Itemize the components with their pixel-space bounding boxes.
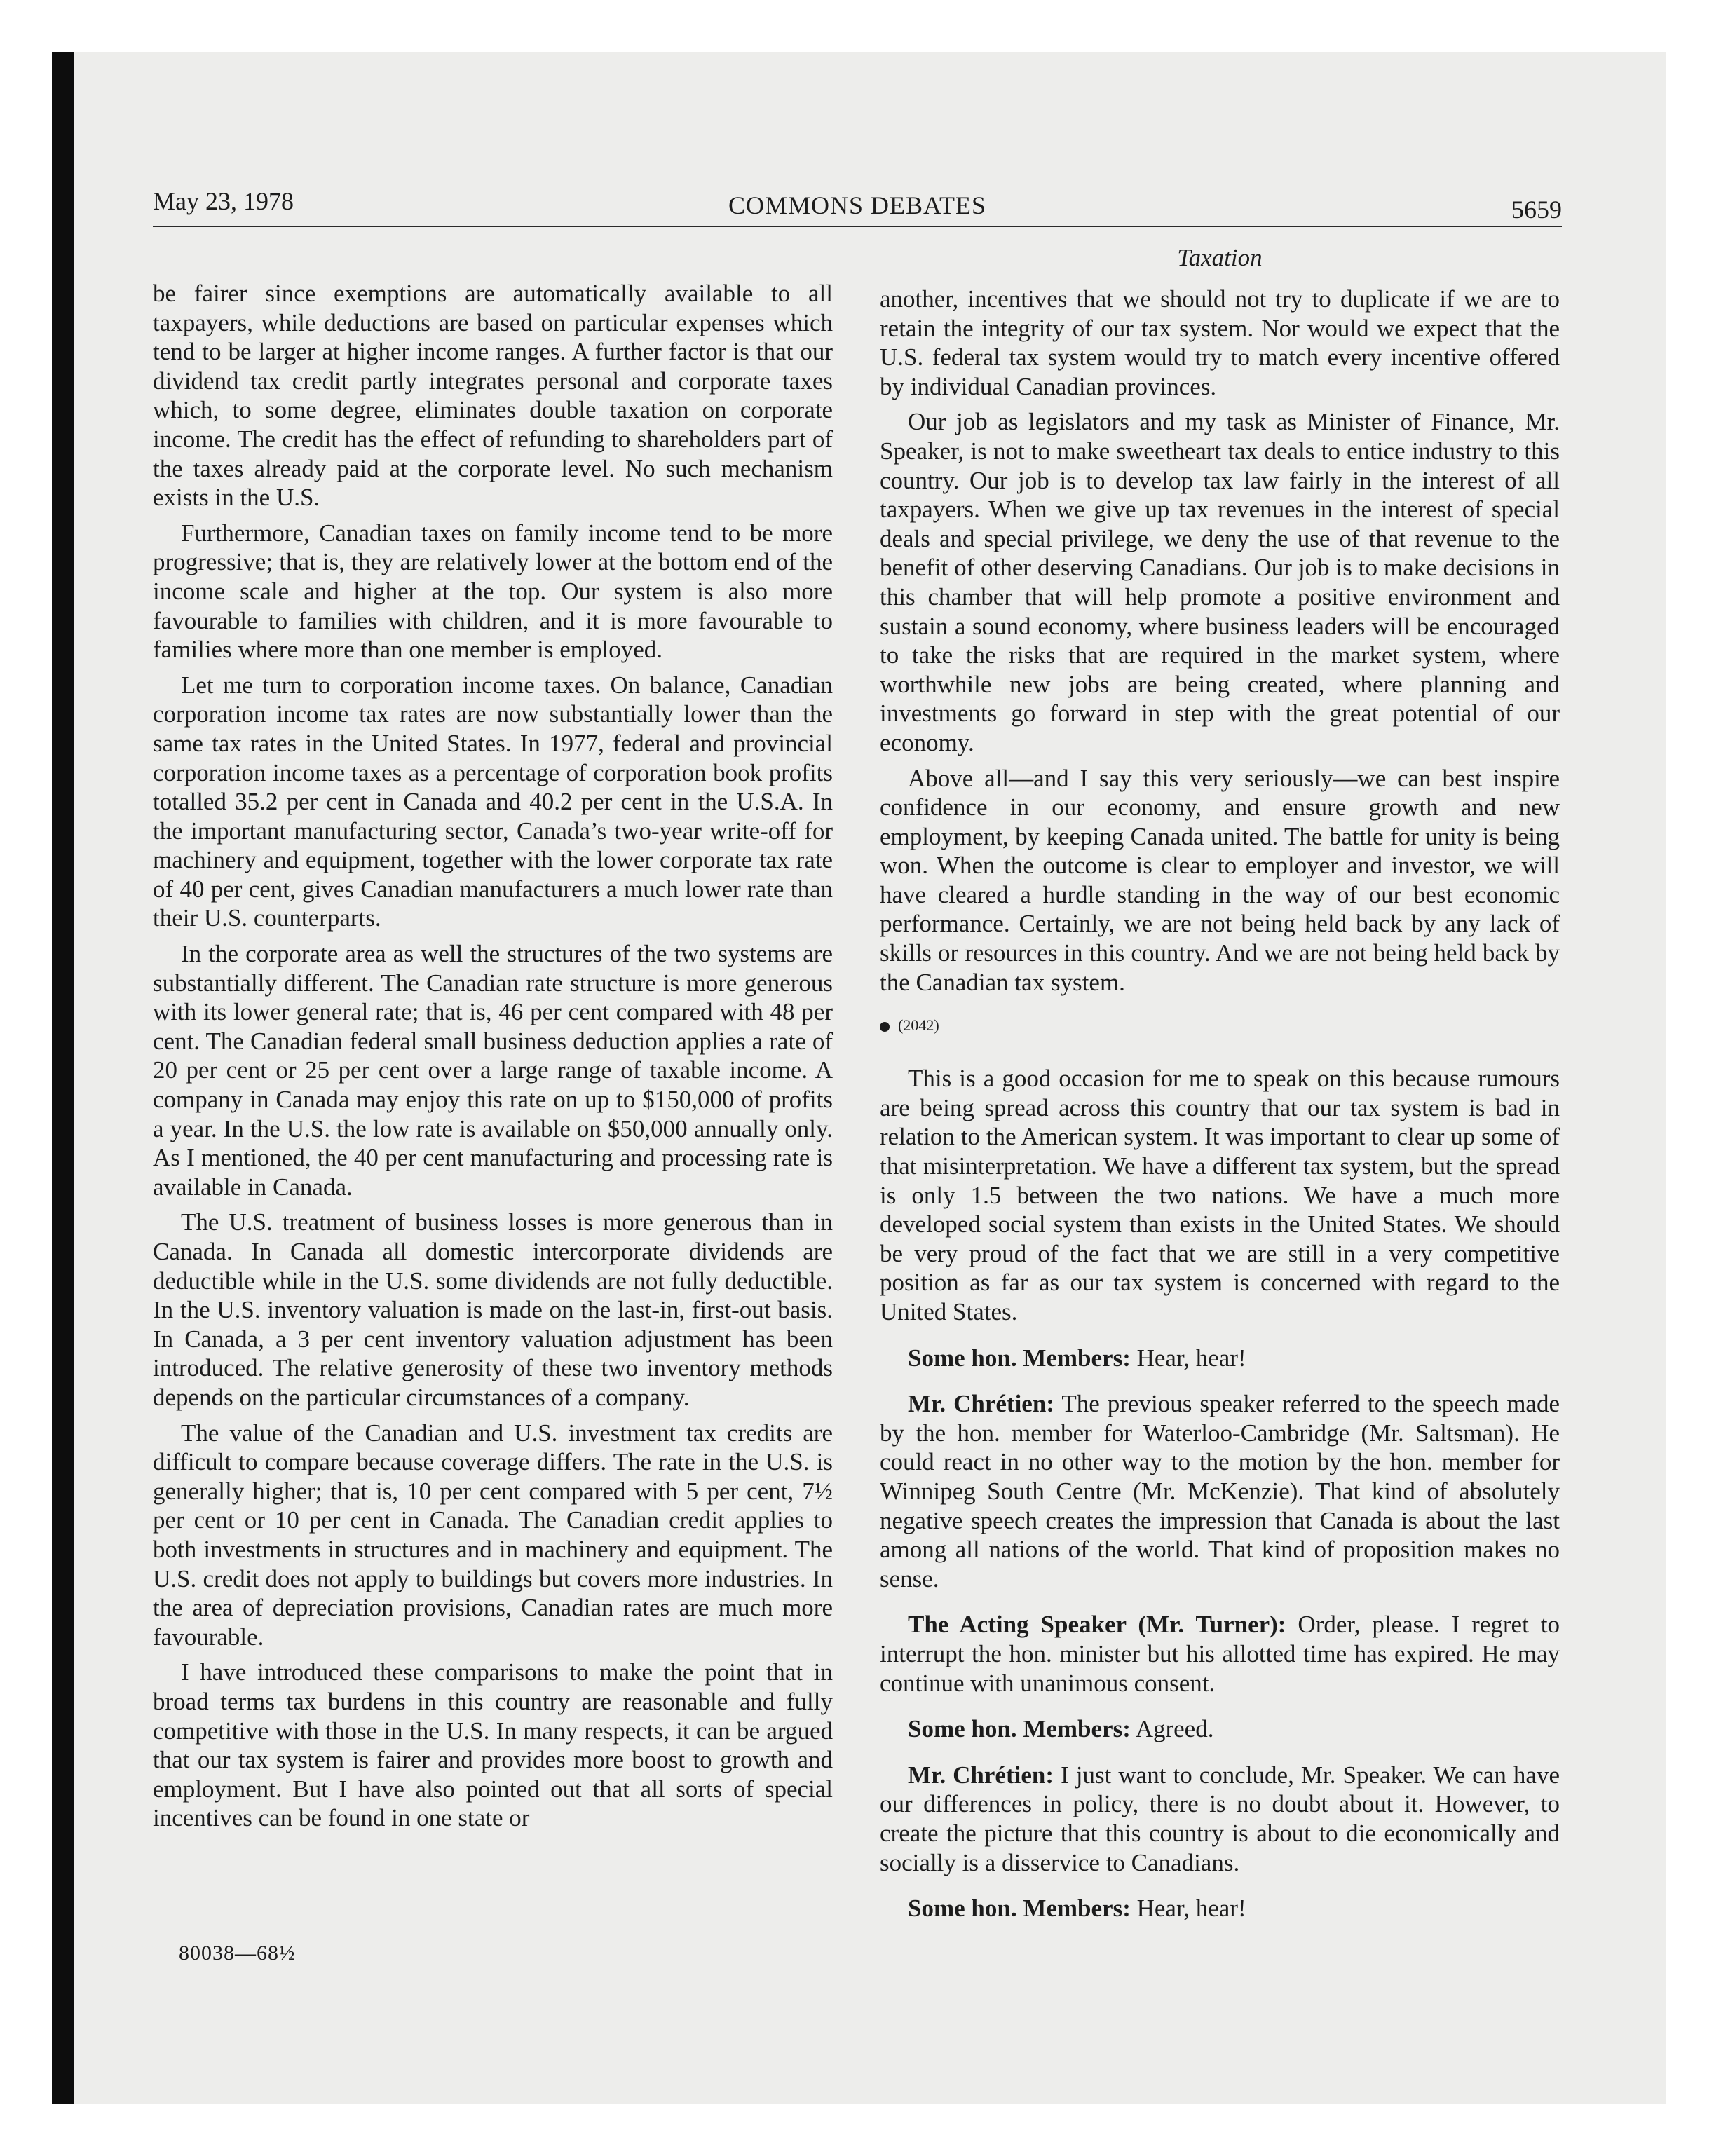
speaker-name: Mr. Chrétien: <box>908 1761 1054 1789</box>
speech-text: Agreed. <box>1130 1715 1214 1743</box>
paragraph: I have introduced these comparisons to make the point that in broad terms tax burdens in this country are reasonable and fully competitive with those in the U.S. In many respects, it can be argued that our tax system is fairer and provides more boost to growth and employment. But I have also pointed out that all sorts of special incentives can be found in one state or <box>153 1658 833 1832</box>
speech-entry <box>880 1714 1560 1744</box>
paragraph: another, incentives that we should not try to duplicate if we are to retain the integrity of our tax system. Nor would we expect that the U.S. federal tax system would try to match every incentive offered by individual Canadian provinces. <box>880 285 1560 400</box>
speech-text: Order, please. I regret to interrupt the hon. minister but his allotted time has expired. He may continue with unanimous consent. <box>880 1611 1560 1697</box>
right-column <box>880 285 1560 1930</box>
paragraph: The value of the Canadian and U.S. investment tax credits are difficult to compare because coverage differs. The rate in the U.S. is generally higher; that is, 10 per cent compared with 5 per cent, 7½ per cent or 10 per cent in Canada. The Canadian credit applies to both investments in structures and in machinery and equipment. The U.S. credit does not apply to buildings but covers more industries. In the area of depreciation provisions, Canadian rates are much more favourable. <box>153 1419 833 1651</box>
speaker-name: Some hon. Members: <box>908 1715 1131 1743</box>
left-column <box>153 279 833 1839</box>
time-marker-label: (2042) <box>898 1016 939 1035</box>
speech-text: Hear, hear! <box>1130 1895 1246 1923</box>
header-page-number: 5659 <box>1511 196 1562 224</box>
speaker-name: The Acting Speaker (Mr. Turner): <box>908 1611 1286 1639</box>
paragraph: be fairer since exemptions are automatically available to all taxpayers, while deductions are based on particular expenses which tend to be larger at higher income ranges. A further factor is that our dividend tax credit partly integrates personal and corporate taxes which, to some degree, eliminates double taxation on corporate income. The credit has the effect of refunding to shareholders part of the taxes already paid at the corporate level. No such mechanism exists in the U.S. <box>153 280 833 512</box>
header-date: May 23, 1978 <box>153 187 294 215</box>
paragraph: Our job as legislators and my task as Minister of Finance, Mr. Speaker, is not to make sweetheart tax deals to entice industry to this country. Our job is to develop tax law fairly in the interest of all taxpayers. When we give up tax revenues in the interest of special deals and special privilege, we deny the use of that revenue to the benefit of other deserving Canadians. Our job is to make decisions in this chamber that will help promote a positive environment and sustain a sound economy, where business leaders will be encouraged to take the risks that are required in the market system, where worthwhile new jobs are being created, where planning and investments go forward in step with the great potential of our economy. <box>880 408 1560 756</box>
speech-entry <box>880 1610 1560 1698</box>
scan-edge <box>52 52 74 2104</box>
speech-text: I just want to conclude, Mr. Speaker. We can have our differences in policy, there is no doubt about it. However, to create the picture that this country is about to die economically and socially is a disservice to Canadians. <box>880 1761 1560 1876</box>
paragraph: In the corporate area as well the structures of the two systems are substantially different. The Canadian rate structure is more generous with its lower general rate; that is, 46 per cent compared with 48 per cent. The Canadian federal small business deduction applies a rate of 20 per cent or 25 per cent over a large range of taxable income. A company in Canada may enjoy this rate on up to $150,000 of profits a year. In the U.S. the low rate is available on $50,000 annually only. As I mentioned, the 40 per cent manufacturing and processing rate is available in Canada. <box>153 940 833 1201</box>
section-title: Taxation <box>1177 244 1263 271</box>
page-header <box>153 184 1562 227</box>
header-journal-title: COMMONS DEBATES <box>728 191 987 219</box>
bullet-icon <box>880 1022 890 1032</box>
paragraph: This is a good occasion for me to speak on this because rumours are being spread across this country that our tax system is bad in relation to the American system. It was important to clear up some of that misinterpretation. We have a different tax system, but the spread is only 1.5 between the two nations. We have a much more developed social system than exists in the United States. We should be very proud of the fact that we are still in a very competitive position as far as our tax system is concerned with regard to the United States. <box>880 1065 1560 1325</box>
footer-print-code: 80038—68½ <box>179 1942 296 1965</box>
speech-entry <box>880 1344 1560 1373</box>
speech-entry <box>880 1761 1560 1877</box>
speech-entry <box>880 1894 1560 1923</box>
speaker-name: Some hon. Members: <box>908 1895 1131 1923</box>
paragraph: The U.S. treatment of business losses is more generous than in Canada. In Canada all domestic intercorporate dividends are deductible while in the U.S. some dividends are not fully deductible. In the U.S. inventory valuation is made on the last-in, first-out basis. In Canada, a 3 per cent inventory valuation adjustment has been introduced. The relative generosity of these two inventory methods depends on the particular circumstances of a company. <box>153 1208 833 1411</box>
speech-text: Hear, hear! <box>1130 1344 1246 1372</box>
paragraph: Let me turn to corporation income taxes. On balance, Canadian corporation income tax rates are now substantially lower than the same tax rates in the United States. In 1977, federal and provincial corporation income taxes as a percentage of corporation book profits totalled 35.2 per cent in Canada and 40.2 per cent in the U.S.A. In the important manufacturing sector, Canada’s two-year write-off for machinery and equipment, together with the lower corporate tax rate of 40 per cent, gives Canadian manufacturers a much lower rate than their U.S. counterparts. <box>153 671 833 932</box>
paragraph: Above all—and I say this very seriously—we can best inspire confidence in our economy, and ensure growth and new employment, by keeping Canada united. The battle for unity is being won. When the outcome is clear to employer and investor, we will have cleared a hurdle standing in the way of our best economic performance. Certainly, we are not being held back by any lack of skills or resources in this country. And we are not being held back by the Canadian tax system. <box>880 764 1560 996</box>
speech-text: The previous speaker referred to the speech made by the hon. member for Waterloo-Cambridge (Mr. Saltsman). He could react in no other way to the motion by the hon. member for Winnipeg South Centre (Mr. McKenzie). That kind of absolutely negative speech creates the impression that Canada is about the last among all nations of the world. That kind of proposition makes no sense. <box>880 1390 1560 1592</box>
speaker-name: Some hon. Members: <box>908 1344 1131 1372</box>
paragraph: Furthermore, Canadian taxes on family income tend to be more progressive; that is, they are relatively lower at the bottom end of the income scale and higher at the top. Our system is also more favourable to families with children, and it is more favourable to families where more than one member is employed. <box>153 519 833 664</box>
time-marker <box>880 1015 1560 1036</box>
speaker-name: Mr. Chrétien: <box>908 1390 1054 1418</box>
speech-entry <box>880 1389 1560 1593</box>
